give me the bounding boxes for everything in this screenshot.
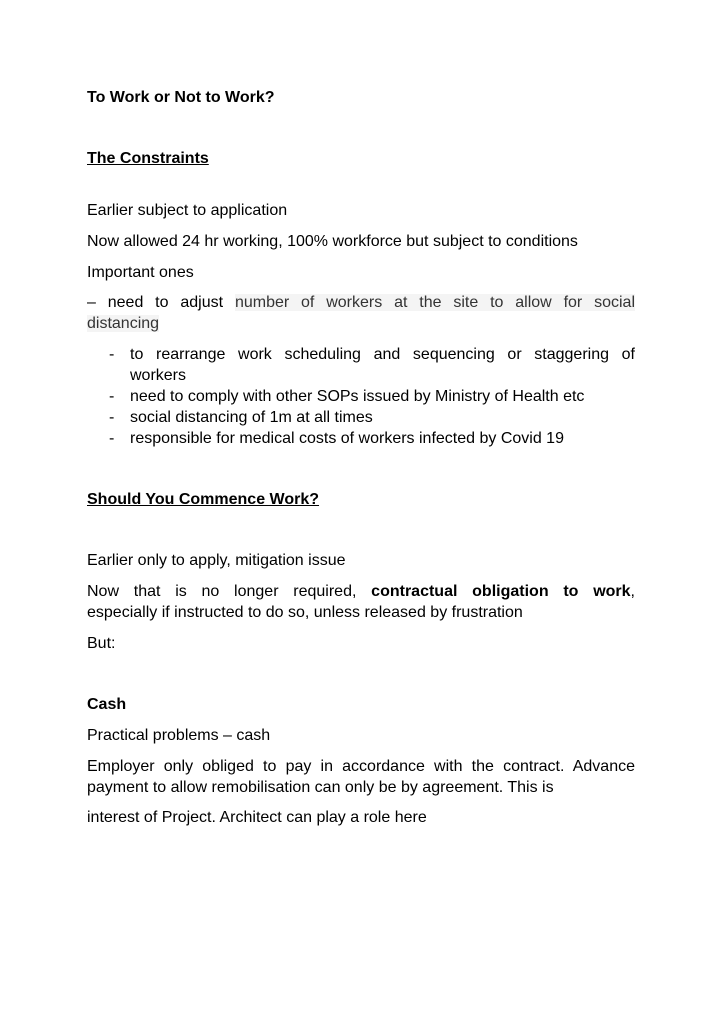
constraints-list: [87, 344, 635, 449]
paragraph: interest of Project. Architect can play a role here: [87, 809, 427, 826]
paragraph: Now allowed 24 hr working, 100% workforce but subject to conditions: [87, 233, 578, 250]
paragraph-employer: [87, 756, 635, 798]
paragraph: Practical problems – cash: [87, 727, 271, 744]
document-title: To Work or Not to Work?: [87, 89, 275, 106]
list-item: [87, 428, 635, 449]
list-bullet: -: [109, 346, 115, 363]
list-item-text: responsible for medical costs of workers infected by Covid 19: [130, 430, 564, 447]
list-bullet: -: [109, 388, 115, 405]
paragraph-line: Employer only obliged to pay in accordance with the contract. Advance: [87, 758, 635, 775]
list-item-text: social distancing of 1m at all times: [130, 409, 373, 426]
list-item-text: to rearrange work scheduling and sequencing or staggering of: [130, 346, 635, 363]
paragraph: Earlier only to apply, mitigation issue: [87, 552, 346, 569]
highlighted-text: distancing: [87, 315, 160, 332]
paragraph-text: Now that is no longer required,: [87, 583, 357, 600]
paragraph: Important ones: [87, 264, 194, 281]
paragraph-obligation: [87, 581, 635, 623]
list-item: [87, 407, 635, 428]
list-bullet: -: [109, 409, 115, 426]
list-item: [87, 344, 635, 386]
bold-text: contractual obligation to work: [371, 583, 631, 600]
highlighted-text: number of workers at the site to allow for social: [234, 294, 636, 311]
section-heading-commence-work: Should You Commence Work?: [87, 491, 320, 508]
paragraph-line: [87, 581, 635, 602]
paragraph-text: – need to adjust: [87, 294, 224, 311]
paragraph-line: [87, 313, 635, 334]
paragraph-line: [87, 292, 635, 313]
list-item-text: need to comply with other SOPs issued by Ministry of Health etc: [130, 388, 585, 405]
section-heading-constraints: The Constraints: [87, 150, 209, 167]
list-bullet: -: [109, 430, 115, 447]
paragraph-adjust-workers: [87, 292, 635, 334]
section-heading-cash: Cash: [87, 696, 127, 713]
list-item: [87, 386, 635, 407]
paragraph-text: ,: [630, 583, 635, 600]
paragraph: Earlier subject to application: [87, 202, 288, 219]
list-item-text: workers: [130, 367, 187, 384]
paragraph-line: payment to allow remobilisation can only be by agreement. This is: [87, 779, 554, 796]
paragraph: But:: [87, 635, 116, 652]
paragraph-line: especially if instructed to do so, unless released by frustration: [87, 604, 523, 621]
